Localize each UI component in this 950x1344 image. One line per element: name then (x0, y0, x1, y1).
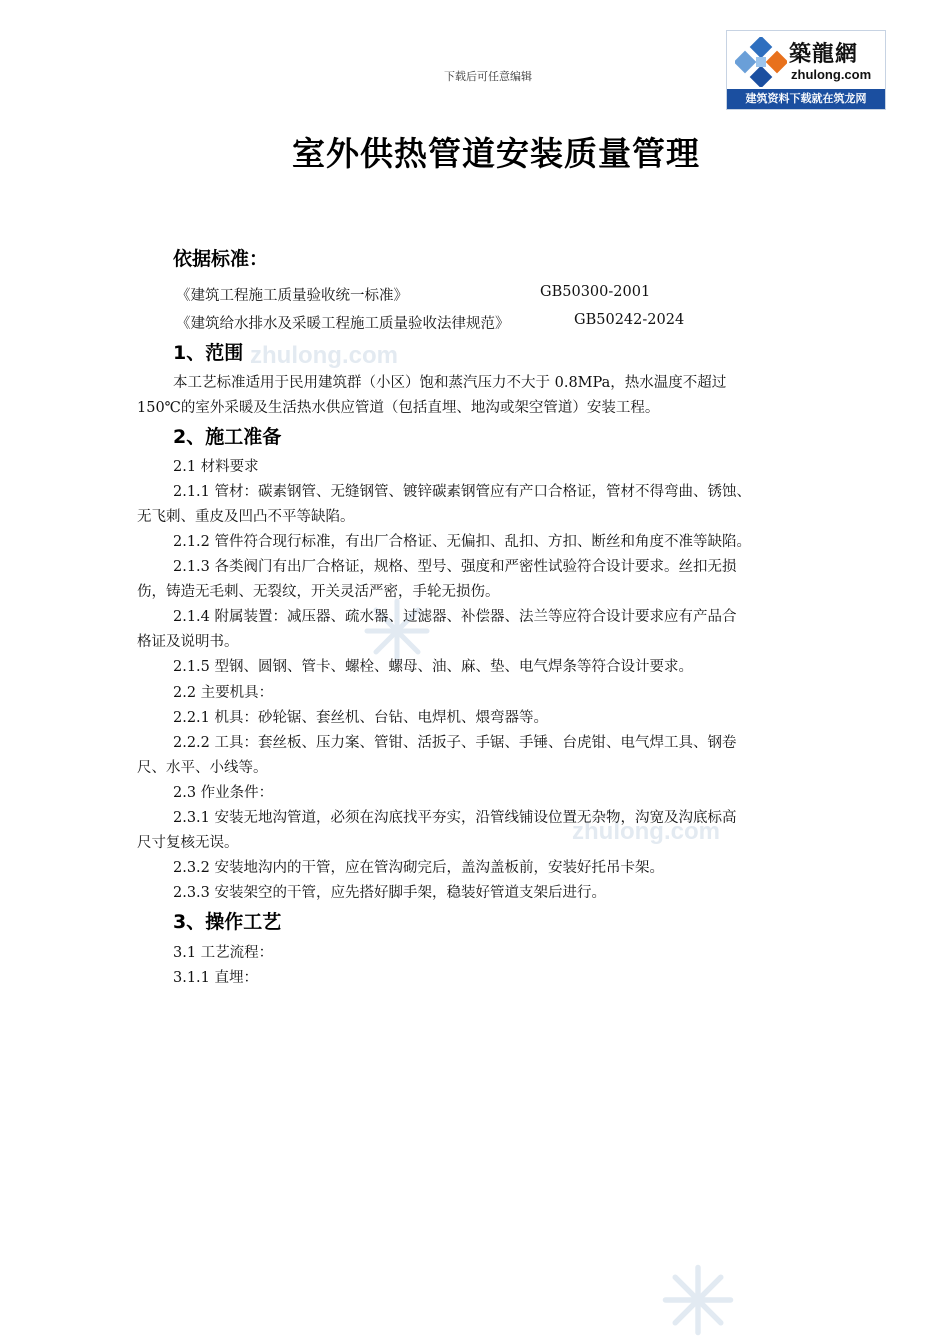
body-line: 3.1.1 直埋： (173, 970, 259, 986)
header-note: 下载后可任意编辑 (444, 70, 532, 83)
logo-name-en: zhulong.com (791, 67, 872, 82)
body-line: 3.1 工艺流程： (173, 945, 274, 961)
body-line: 2.2.2 工具：套丝板、压力案、管钳、活扳子、手锯、手锤、台虎钳、电气焊工具、钢卷 (173, 735, 737, 751)
body-line: 2.2.1 机具：砂轮锯、套丝机、台钻、电焊机、煨弯器等。 (173, 710, 549, 726)
body-line: 本工艺标准适用于民用建筑群（小区）饱和蒸汽压力不大于 0.8MPa，热水温度不超过 (173, 375, 727, 391)
body-line: 2.3 作业条件： (173, 785, 274, 801)
basis-heading: 依据标准： (173, 248, 269, 270)
body-line: 伤，铸造无毛刺、无裂纹，开关灵活严密，手轮无损伤。 (137, 584, 500, 600)
standard-name: 《建筑工程施工质量验收统一标准》 (176, 288, 408, 304)
body-line: 2.3.2 安装地沟内的干管，应在管沟砌完后，盖沟盖板前，安装好托吊卡架。 (173, 860, 665, 876)
standard-name: 《建筑给水排水及采暖工程施工质量验收法律规范》 (176, 316, 510, 332)
logo-name-cn: 築龍網 (789, 42, 859, 67)
zhulong-snowflake-logo-icon (735, 37, 787, 87)
body-line: 格证及说明书。 (137, 634, 239, 650)
body-line: 尺、水平、小线等。 (137, 760, 268, 776)
zhulong-logo (726, 30, 886, 110)
body-line: 150℃的室外采暖及生活热水供应管道（包括直埋、地沟或架空管道）安装工程。 (137, 400, 660, 416)
watermark-text: zhulong.com (572, 818, 720, 845)
logo-slogan: 建筑资料下载就在筑龙网 (727, 89, 885, 109)
body-line: 2.3.3 安装架空的干管，应先搭好脚手架，稳装好管道支架后进行。 (173, 885, 607, 901)
body-line: 2.1.1 管材：碳素钢管、无缝钢管、镀锌碳素钢管应有产口合格证，管材不得弯曲、锈蚀、 (173, 484, 751, 500)
body-line: 2.1 材料要求 (173, 459, 259, 475)
standard-code: GB50242-2024 (574, 312, 685, 328)
body-line: 2.1.3 各类阀门有出厂合格证，规格、型号、强度和严密性试验符合设计要求。丝扣无损 (173, 559, 737, 575)
section-heading: 1、范围 (173, 342, 244, 364)
document-title: 室外供热管道安装质量管理 (292, 134, 700, 173)
body-line: 2.1.4 附属装置：减压器、疏水器、过滤器、补偿器、法兰等应符合设计要求应有产品合 (173, 609, 737, 625)
body-line: 2.1.2 管件符合现行标准，有出厂合格证、无偏扣、乱扣、方扣、断丝和角度不准等缺陷。 (173, 534, 751, 550)
standard-code: GB50300-2001 (540, 284, 651, 300)
snowflake-watermark-icon (660, 1262, 736, 1338)
body-line: 2.3.1 安装无地沟管道，必须在沟底找平夯实，沿管线铺设位置无杂物，沟宽及沟底标高 (173, 810, 737, 826)
watermark-text: zhulong.com (250, 342, 398, 369)
body-line: 尺寸复核无误。 (137, 835, 239, 851)
body-line: 2.2 主要机具： (173, 685, 274, 701)
section-heading: 2、施工准备 (173, 426, 282, 448)
standard-item (176, 284, 651, 305)
body-line: 2.1.5 型钢、圆钢、管卡、螺栓、螺母、油、麻、垫、电气焊条等符合设计要求。 (173, 659, 694, 675)
section-heading: 3、操作工艺 (173, 911, 282, 933)
standard-item (176, 312, 685, 333)
body-line: 无飞刺、重皮及凹凸不平等缺陷。 (137, 509, 355, 525)
